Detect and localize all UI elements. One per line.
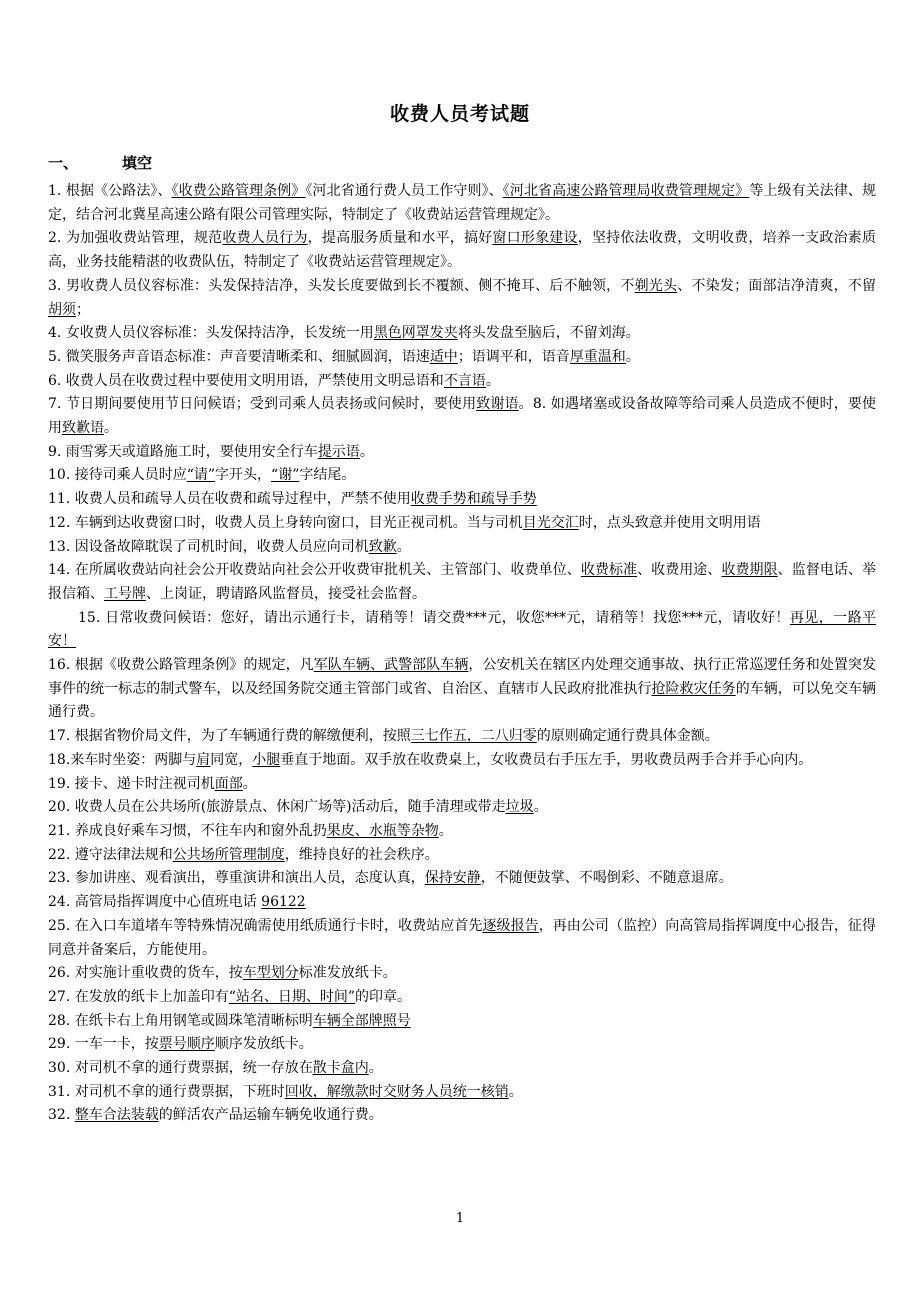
answer-blank: 散卡盒内 [312,1060,369,1077]
question-text: 10. 接待司乘人员时应 [48,467,187,484]
question-text: 1. 根据《公路法》、 [48,183,172,199]
question-item [48,773,876,797]
answer-blank: “站名、日期、时间” [228,988,356,1005]
question-item [48,464,876,488]
question-text: 。 [625,348,640,365]
question-text: 、上岗证，聘请路风监督员，接受社会监督。 [146,585,426,602]
answer-blank: 黑色网罩发夹 [373,325,458,342]
question-text: 29. 一车一卡，按 [48,1036,159,1053]
answer-blank: 垃圾 [505,799,534,816]
answer-blank: 车型划分 [242,965,299,982]
question-item [48,1104,876,1128]
question-text: 13. 因设备故障耽误了司机时间，收费人员应向司机 [48,538,369,555]
question-text: 、不染发；面部洁净清爽，不留 [677,277,877,294]
question-text: ，提高服务质量和水平，搞好 [307,230,493,247]
answer-blank: 适中 [429,348,458,365]
question-text: 7. 节日期间要使用节日问候语；受到司乘人员表扬或问候时，要使用 [48,396,477,413]
question-item [48,441,876,465]
answer-blank: 收费标准 [580,562,638,579]
answer-blank: 公共场所管理制度 [172,846,285,863]
section-number: 一、 [48,154,79,172]
question-item [48,488,876,512]
question-text: 。8. 如遇堵塞或设备故障等给司乘人员造成不便时，要使用 [48,396,877,437]
question-item [48,607,876,654]
answer-blank: 剃光头 [634,277,678,294]
question-text: 17. 根据省物价局文件，为了车辆通行费的解缴便利，按照 [48,728,411,745]
question-item [48,915,876,962]
question-text: 。 [359,443,374,460]
section-heading [48,152,152,173]
question-text: 18.来车时坐姿：两脚与 [48,751,197,768]
question-text: 16. 根据《收费公路管理条例》的规定，凡 [48,657,314,674]
question-text: 的鲜活农产品运输车辆免收通行费。 [158,1107,383,1124]
question-item [48,749,876,773]
question-text: 32. [48,1107,75,1124]
answer-blank: 军队车辆、武警部队车辆 [313,657,469,674]
answer-blank: 票号顺序 [158,1036,215,1053]
answer-blank: 致歉语 [62,420,104,437]
question-text: 的印章。 [355,988,412,1005]
question-text: 《河北省通行费人员工作守则》、 [305,183,503,199]
question-text: 3. 男收费人员仪容标准：头发保持洁净，头发长度要做到长不覆额、侧不掩耳、后不触领，不 [48,277,635,294]
answer-blank: 回收，解缴款时交财务人员统一核销 [284,1083,509,1100]
answer-blank: 整车合法装载 [74,1107,159,1124]
answer-blank: 厚重温和 [569,348,626,365]
answer-blank: 车辆全部牌照号 [312,1012,411,1029]
answer-blank: “请” [186,467,216,484]
question-item [48,346,876,370]
answer-blank: 肩 [196,751,211,768]
question-item [48,844,876,868]
document-title: 收费人员考试题 [389,103,530,125]
question-text: 15. 日常收费问候语：您好，请出示通行卡，请稍等！请交费***元，收您***元，请稍等！找您***元，请收好！ [78,609,790,626]
question-text: 的车辆，可以免交车辆通行费。 [48,680,877,721]
question-text: ，不随便鼓掌、不喝倒彩、不随意退席。 [480,870,733,887]
question-text: 。 [533,799,548,816]
question-text: 11. 收费人员和疏导人员在收费和疏导过程中，严禁不使用 [48,491,411,508]
question-text: 28. 在纸卡右上角用钢笔或圆珠笔清晰标明 [48,1012,313,1029]
question-item [48,512,876,536]
question-text: 21. 养成良好乘车习惯，不往车内和窗外乱扔 [48,822,327,839]
question-text: 、监督电话、举报信箱、 [48,562,877,602]
question-text: 30. 对司机不拿的通行费票据，统一存放在 [48,1060,313,1077]
answer-blank: 《收费公路管理条例》 [171,183,306,199]
question-item [48,725,876,749]
section-label: 填空 [122,154,153,172]
answer-blank: 96122 [261,894,306,911]
question-item [48,1081,876,1105]
question-item [48,820,876,844]
question-text: 垂直于地面。双手放在收费桌上，女收费员右手压左手，男收费员两手合并手心向内。 [280,751,813,768]
question-text: 顺序发放纸卡。 [214,1036,313,1053]
question-text: 23. 参加讲座、观看演出，尊重演讲和演出人员，态度认真， [48,870,425,887]
question-text: 。 [242,775,257,792]
answer-blank: 窗口形象建设 [492,230,578,247]
question-text: 同宽， [210,751,253,768]
question-text: ，维持良好的社会秩序。 [284,846,439,863]
question-text: 。 [508,1083,523,1100]
question-text: 4. 女收费人员仪容标准：头发保持洁净，长发统一用 [48,325,374,342]
question-text: 20. 收费人员在公共场所(旅游景点、休闲广场等)活动后，随手清理或带走 [48,799,506,816]
question-item [48,986,876,1010]
question-item [48,1010,876,1034]
question-text: 将头发盘至脑后，不留刘海。 [457,325,640,342]
question-item [48,654,876,725]
question-text: 27. 在发放的纸卡上加盖印有 [48,988,229,1005]
question-item [48,180,876,227]
question-text: 的原则确定通行费具体金额。 [536,728,719,745]
question-text: 12. 车辆到达收费窗口时，收费人员上身转向窗口，目光正视司机。当与司机 [48,514,523,531]
answer-blank: 致歉 [368,538,397,555]
question-text: 14. 在所属收费站向社会公开收费站向社会公开收费审批机关、主管部门、收费单位、 [48,562,581,579]
question-item [48,322,876,346]
answer-blank: 不言语 [443,372,486,389]
question-text: 。 [104,420,118,437]
answer-blank: 收费手势和疏导手势 [410,491,537,508]
question-item [48,536,876,560]
question-text: 时，点头致意并使用文明用语 [578,514,761,531]
answer-blank: 果皮、水瓶等杂物 [326,822,439,839]
question-list [48,180,876,1128]
answer-blank: 抢险救灾任务 [651,680,736,697]
question-text: ； [76,301,90,318]
question-text: 。 [485,372,500,389]
answer-blank: 提示语 [317,443,360,460]
question-text: 标准发放纸卡。 [298,965,397,982]
question-text: ，再由公司（监控）向高管局指挥调度中心报告，征得同意并备案后，方能使用。 [48,917,877,958]
question-text: 、收费用途、 [637,562,722,579]
answer-blank: 三七作五，二八归零 [410,728,537,745]
question-item [48,867,876,891]
question-text: 字开头， [215,467,272,484]
answer-blank: 目光交汇 [522,514,579,531]
page-number: 1 [455,1211,465,1226]
question-item [48,227,876,274]
question-item [48,962,876,986]
answer-blank: 胡须 [48,301,76,318]
answer-blank: 工号牌 [104,585,146,602]
question-text: 31. 对司机不拿的通行费票据，下班时 [48,1083,285,1100]
answer-blank: 再见，一路平安！ [48,609,877,650]
question-item [48,559,876,606]
question-item [48,1057,876,1081]
question-text: 等上级有关法律、规定，结合河北冀星高速公路有限公司管理实际，特制定了《收费站运营管理规定》。 [48,183,877,223]
question-item [48,370,876,394]
question-item [48,891,876,915]
answer-blank: 致谢语 [476,396,519,413]
question-text: 24. 高管局指挥调度中心值班电话 [48,894,262,911]
question-text: 26. 对实施计重收费的货车，按 [48,965,243,982]
question-item [48,796,876,820]
answer-blank: 面部 [214,775,243,792]
answer-blank: 保持安静 [424,870,481,887]
question-text: 。 [438,822,453,839]
question-text: 。 [368,1060,383,1077]
question-item [48,393,876,440]
answer-blank: 小腿 [252,751,281,768]
question-text: 19. 接卡、递卡时注视司机 [48,775,215,792]
question-text: ，公安机关在辖区内处理交通事故、执行正常巡逻任务和处置突发事件的统一标志的制式警车，以及经国务院交通主管部门或省、自治区、直辖市人民政府批准执行 [48,657,877,697]
question-text: 9. 雨雪雾天或道路施工时，要使用安全行车 [48,443,318,460]
question-text: 25. 在入口车道堵车等特殊情况确需使用纸质通行卡时，收费站应首先 [48,917,483,934]
question-text: 6. 收费人员在收费过程中要使用文明用语，严禁使用文明忌语和 [48,372,444,389]
question-text: ；语调平和，语音 [457,348,570,365]
question-text: 22. 遵守法律法规和 [48,846,173,863]
question-text: 字结尾。 [299,467,356,484]
answer-blank: 收费期限 [721,562,778,579]
answer-blank: “谢” [271,467,300,484]
question-text: ，坚持依法收费，文明收费，培养一支政治素质高，业务技能精湛的收费队伍，特制定了《收费站运营管理规定》。 [48,230,877,271]
answer-blank: 《河北省高速公路管理局收费管理规定》 [502,183,750,199]
question-text: 5. 微笑服务声音语态标准：声音要清晰柔和、细腻圆润，语速 [48,348,430,365]
question-item [48,275,876,322]
answer-blank: 逐级报告 [482,917,539,934]
question-text: 。 [396,538,411,555]
answer-blank: 收费人员行为 [222,230,308,247]
question-item [48,1033,876,1057]
question-text: 2. 为加强收费站管理，规范 [48,230,223,247]
